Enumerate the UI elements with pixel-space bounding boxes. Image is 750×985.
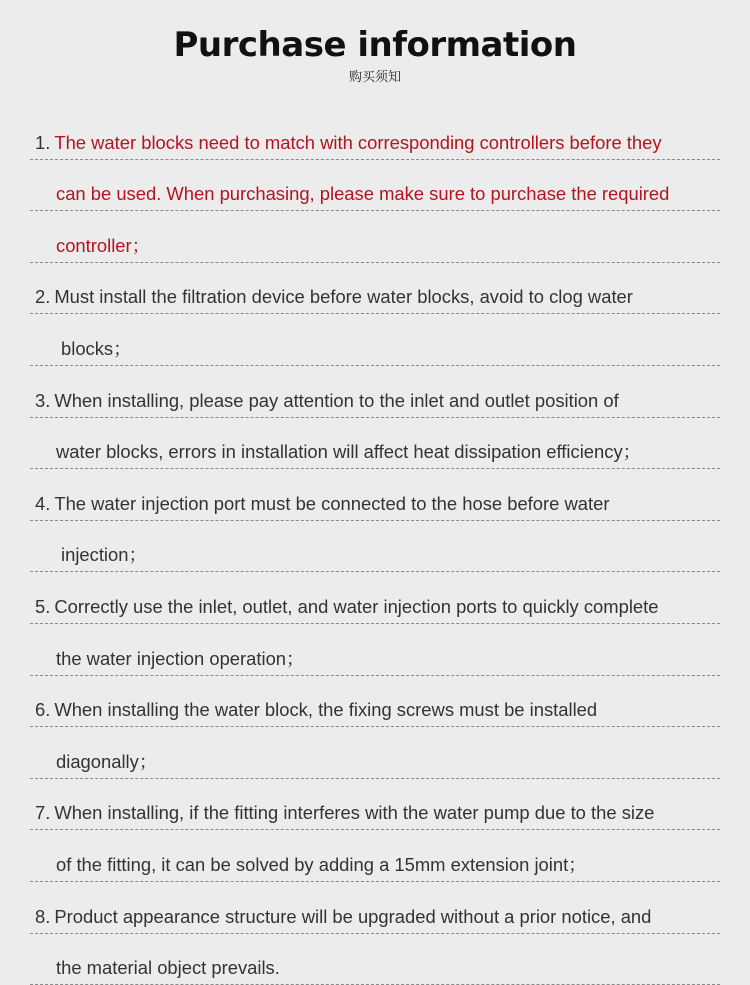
- note-text: When installing the water block, the fixing screws must be installed: [54, 699, 597, 721]
- note-1-line-2: [30, 160, 720, 212]
- page-title: Purchase information: [0, 24, 750, 66]
- note-text: Correctly use the inlet, outlet, and water injection ports to quickly complete: [54, 596, 658, 618]
- note-number: 5.: [35, 596, 50, 618]
- note-text: diagonally；: [56, 751, 157, 773]
- note-text: water blocks, errors in installation will affect heat dissipation efficiency；: [56, 441, 641, 463]
- note-2-line-2: [30, 314, 720, 366]
- note-text: the water injection operation；: [56, 648, 304, 670]
- note-text: When installing, if the fitting interferes with the water pump due to the size: [54, 802, 654, 824]
- note-6-line-1: [30, 676, 720, 728]
- note-3-line-1: [30, 366, 720, 418]
- note-text: the material object prevails.: [56, 957, 280, 979]
- note-7-line-2: [30, 830, 720, 882]
- note-number: 4.: [35, 493, 50, 515]
- note-number: 7.: [35, 802, 50, 824]
- note-text: The water injection port must be connected to the hose before water: [54, 493, 609, 515]
- note-number: 3.: [35, 390, 50, 412]
- note-text: Product appearance structure will be upgraded without a prior notice, and: [54, 906, 651, 928]
- note-text: When installing, please pay attention to the inlet and outlet position of: [54, 390, 618, 412]
- note-text: can be used. When purchasing, please make sure to purchase the required: [56, 183, 669, 205]
- note-text: injection；: [61, 544, 147, 566]
- note-1-line-1: [30, 108, 720, 160]
- notes-list: [30, 108, 720, 985]
- note-number: 8.: [35, 906, 50, 928]
- note-1-line-3: [30, 211, 720, 263]
- note-text: The water blocks need to match with corresponding controllers before they: [54, 132, 661, 154]
- note-6-line-2: [30, 727, 720, 779]
- note-text: controller；: [56, 235, 150, 257]
- page-subtitle: 购买须知: [0, 70, 750, 86]
- note-7-line-1: [30, 779, 720, 831]
- note-5-line-2: [30, 624, 720, 676]
- note-text: Must install the filtration device before water blocks, avoid to clog water: [54, 286, 633, 308]
- note-5-line-1: [30, 572, 720, 624]
- note-4-line-2: [30, 521, 720, 573]
- note-number: 1.: [35, 132, 50, 154]
- note-text: blocks；: [61, 338, 132, 360]
- note-text: of the fitting, it can be solved by adding a 15mm extension joint；: [56, 854, 587, 876]
- note-3-line-2: [30, 418, 720, 470]
- note-2-line-1: [30, 263, 720, 315]
- note-4-line-1: [30, 469, 720, 521]
- note-number: 2.: [35, 286, 50, 308]
- note-8-line-2: [30, 934, 720, 985]
- note-8-line-1: [30, 882, 720, 934]
- note-number: 6.: [35, 699, 50, 721]
